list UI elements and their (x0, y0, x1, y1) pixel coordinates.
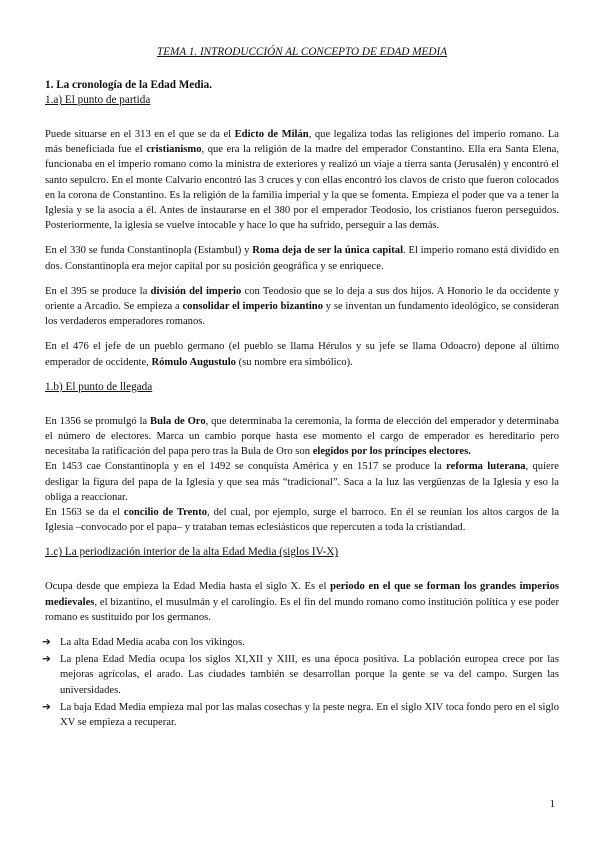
paragraph-periodization: Ocupa desde que empieza la Edad Media hasta el siglo X. Es el periodo en el que se forman los grandes imperios medievales, el bizantino, el musulmán y el carolingio. Es el fin del mundo romano como institución política y ese poder romano es sustituido por los germanos. (45, 581, 560, 623)
paragraph-395: En el 395 se produce la división del imperio con Teodosio que se lo deja a sus dos hijos. A Honorio le da occidente y oriente a Arcadio. Se empieza a consolidar el imperio bizantino y se inventan un fundamento ideológico, se consideran los verdaderos emperadores romanos. (45, 285, 560, 328)
document-page (42, 46, 560, 732)
paragraph-330: En el 330 se funda Constantinopla (Estambul) y Roma deja de ser la única capital. El imperio romano está dividido en dos. Constantinopla era mejor capital por su posición geográfica y se enriquece. (45, 245, 559, 272)
paragraph-476: En el 476 el jefe de un pueblo germano (el pueblo se llama Hérulos y su jefe se llama Odoacro) depone al último emperador de occidente, Rómulo Augustulo (su nombre era simbólico). (45, 341, 559, 368)
paragraph-1453: En 1453 cae Constantinopla y en el 1492 se conquista América y en 1517 se produce la reforma luterana, quiere desligar la figura del papa de la Iglesia y que sea más “tradicional”. Saca a la luz las vergüenzas de la Iglesia y eso la obliga a reaccionar. (45, 461, 559, 503)
period-list (42, 635, 559, 730)
list-item: ➔ La plena Edad Media ocupa los siglos XI,XII y XIII, es una época positiva. La población europea crece por las mejoras agrícolas, el arado. Las ciudades también se desarrollan porque la gente se va del campo. Surgen las universidades. (42, 654, 559, 696)
arrow-icon: ➔ (42, 637, 51, 649)
arrow-icon: ➔ (42, 654, 51, 666)
list-item: ➔ La alta Edad Media acaba con los vikingos. (45, 635, 559, 650)
page-number: 1 (549, 798, 555, 810)
paragraph-1356: En 1356 se promulgó la Bula de Oro, que determinaba la ceremonia, la forma de elección del emperador y determinaba el número de electores. Marca un cambio porque hasta ese momento el cargo de emperador es hereditario pero necesitaba la ratificación del papa pero tras la Bula de Oro son elegidos por los príncipes electores. (45, 415, 559, 458)
page-title: TEMA 1. INTRODUCCIÓN AL CONCEPTO DE EDAD MEDIA (156, 46, 448, 58)
subsection-a-heading: 1.a) El punto de partida (45, 94, 151, 106)
paragraph-313: Puede situarse en el 313 en el que se da el Edicto de Milán, que legaliza todas las religiones del imperio romano. La más beneficiada fue el cristianismo, que era la religión de la madre del emperador Constantino. Ella era Santa Elena, funcionaba en el imperio romano como la ministra de exteriores y realizó un viaje a tierra santa (Jerusalén) y encontró el santo sepulcro. En el monte Calvario encontró las 3 cruces y con ellas encontró los clavos de cristo que fueron colocados en la corona de Constantino. Es la religión de la familia imperial y la que se fomenta. Empieza el poder que va a tener la Iglesia y se la asocia a él. Antes de instaurarse en el 380 por el emperador Teodosio, los cristianos fueron perseguidos. Posteriormente, la iglesia se vuelve intocable y hace lo que ha sufrido, perseguir a las demás. (45, 129, 559, 232)
paragraph-1563: En 1563 se da el concilio de Trento, del cual, por ejemplo, surge el barroco. En él se reunían los altos cargos de la Iglesia –convocado por el papa– y trataban temas eclesiásticos que repercuten a toda la cristiandad. (45, 507, 559, 534)
list-item: ➔ La baja Edad Media empieza mal por las malas cosechas y la peste negra. En el siglo XIV toca fondo pero en el siglo XV se empieza a recuperar. (42, 701, 559, 729)
subsection-b-heading: 1.b) El punto de llegada (45, 380, 153, 393)
subsection-c-heading: 1.c) La periodización interior de la alta Edad Media (siglos IV-X) (45, 546, 339, 559)
arrow-icon: ➔ (42, 701, 51, 713)
section-heading: 1. La cronología de la Edad Media. (45, 79, 212, 91)
